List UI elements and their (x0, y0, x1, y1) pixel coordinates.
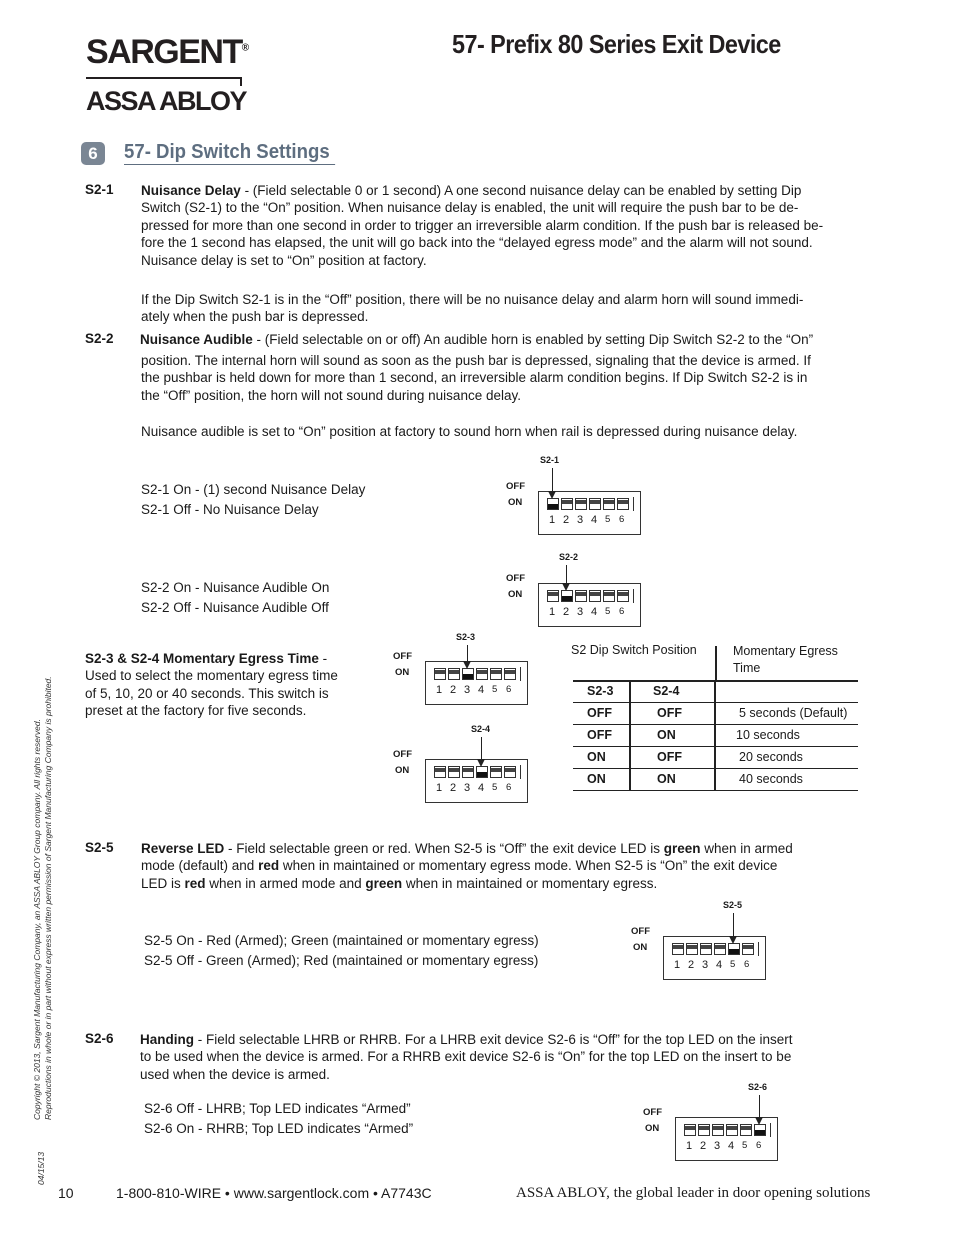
table-header-time (733, 643, 838, 677)
on-label: ON (395, 765, 410, 776)
dip-slider (743, 945, 753, 949)
page-title: 57- Prefix 80 Series Exit Device (452, 29, 781, 59)
switch-number: 6 (756, 1140, 762, 1151)
s2-6-on-setting: S2-6 On - RHRB; Top LED indicates “Armed” (144, 1121, 414, 1136)
dip-slot (740, 1124, 752, 1136)
dip-slot (547, 590, 559, 602)
s2-6-code: S2-6 (85, 1031, 114, 1046)
s2-2-off-setting: S2-2 Off - Nuisance Audible Off (141, 600, 329, 615)
on-label: ON (508, 497, 523, 508)
switch-number: 1 (549, 514, 556, 526)
text-bold: green (365, 875, 403, 891)
switch-number: 2 (450, 782, 457, 794)
section-number-badge: 6 (81, 142, 105, 165)
dip-slot (547, 498, 559, 510)
dip-slider (673, 945, 683, 949)
text-line: fore the 1 second has elapsed, the unit will go back into the “delayed egress mode” and the alarm will not sound. (141, 235, 813, 251)
dip-slider (562, 500, 572, 504)
table-row (573, 725, 858, 747)
table-cell: OFF (657, 706, 682, 720)
text-line: the “Off” position, the horn will not sound during nuisance delay. (141, 387, 521, 403)
heading-suffix: - (318, 651, 328, 666)
s2-1-heading: Nuisance Delay (141, 183, 241, 198)
switch-number: 5 (742, 1140, 748, 1151)
dip-slot (504, 668, 516, 680)
pointer-arrowhead (755, 1117, 763, 1125)
pointer-arrowhead (477, 759, 485, 767)
table-row (573, 703, 858, 725)
text-line: - (Field selectable 0 or 1 second) A one second nuisance delay can be enabled by setting Dip (240, 183, 802, 198)
dip-slot (617, 498, 629, 510)
pointer-arrow-shaft (759, 1095, 760, 1117)
dip-slider (701, 945, 711, 949)
switch-number: 2 (450, 684, 457, 696)
s2-2-heading: Nuisance Audible (140, 332, 253, 347)
s2-3-s2-4-description (85, 650, 375, 720)
pointer-arrow-shaft (733, 913, 734, 936)
switch-number: 4 (591, 606, 598, 618)
dip-slot (603, 498, 615, 510)
off-label: OFF (506, 481, 525, 492)
switch-number: 1 (436, 684, 443, 696)
dip-slider (618, 500, 628, 504)
dip-slot (684, 1124, 696, 1136)
switch-name-label: S2-5 (723, 900, 743, 910)
pointer-arrowhead (548, 491, 556, 499)
text-line: to be used when the device is armed. For a RHRB exit device S2-6 is “On” for the top LED on the insert to be (140, 1049, 792, 1065)
switch-number: 2 (563, 606, 570, 618)
dip-slot (728, 943, 740, 955)
switch-number: 6 (744, 959, 750, 970)
dip-slider (463, 768, 473, 772)
pointer-arrow-shaft (467, 645, 468, 661)
s2-6-off-setting: S2-6 Off - LHRB; Top LED indicates “Armed” (144, 1101, 411, 1116)
switch-number: 3 (577, 514, 584, 526)
table-header-time-line: Momentary Egress (733, 644, 838, 658)
dip-slot (476, 668, 488, 680)
s2-5-heading: Reverse LED (141, 841, 225, 856)
switch-number: 1 (674, 959, 681, 971)
table-cell: OFF (587, 706, 612, 720)
table-cell: ON (587, 750, 606, 764)
dip-slot (476, 766, 488, 778)
dip-slider (491, 670, 501, 674)
text-line: ately when the push bar is depressed. (141, 309, 369, 325)
dip-slot (726, 1124, 738, 1136)
dip-end-cap (770, 1123, 771, 1137)
dip-slot (561, 590, 573, 602)
pointer-arrow-shaft (552, 468, 553, 491)
dip-slot (561, 498, 573, 510)
dip-slider (548, 504, 558, 509)
text: when in maintained or momentary egress mode. When S2-5 is “On” the exit device (279, 858, 778, 874)
dip-slider (463, 674, 473, 679)
dip-slot (490, 766, 502, 778)
switch-number: 2 (688, 959, 695, 971)
dip-slider (604, 592, 614, 596)
on-label: ON (395, 667, 410, 678)
switch-number: 5 (492, 782, 498, 793)
table-cell: 20 seconds (739, 750, 803, 764)
switch-number: 6 (619, 514, 625, 525)
switch-number: 3 (464, 782, 471, 794)
dip-end-cap (520, 667, 521, 681)
on-label: ON (508, 589, 523, 600)
table-cell: ON (587, 772, 606, 786)
off-label: OFF (393, 749, 412, 760)
table-cell: 5 seconds (Default) (739, 706, 848, 720)
table-col-header: S2-3 (587, 684, 614, 698)
switch-number: 5 (492, 684, 498, 695)
dip-slot (672, 943, 684, 955)
dip-slider (685, 1126, 695, 1130)
dip-slot (448, 668, 460, 680)
dip-slot (617, 590, 629, 602)
switch-number: 1 (686, 1140, 693, 1152)
dip-slider (715, 945, 725, 949)
text-bold: red (184, 875, 206, 891)
switch-number: 3 (577, 606, 584, 618)
switch-number: 1 (436, 782, 443, 794)
switch-number: 3 (702, 959, 709, 971)
switch-number: 5 (730, 959, 736, 970)
pointer-arrow-shaft (481, 737, 482, 759)
page-number: 10 (58, 1185, 74, 1201)
table-cell: 40 seconds (739, 772, 803, 786)
dip-slot (742, 943, 754, 955)
table-row (573, 747, 858, 769)
dip-switch-body (538, 583, 641, 627)
logo-divider-tick (240, 77, 242, 86)
pointer-arrowhead (562, 583, 570, 591)
pointer-arrowhead (729, 936, 737, 944)
s2-1-off-note (141, 291, 871, 326)
s2-1-description (141, 182, 871, 269)
dip-slot (754, 1124, 766, 1136)
text-line: - Field selectable LHRB or RHRB. For a LHRB exit device S2-6 is “Off” for the top LED on the insert (194, 1032, 793, 1047)
dip-slot (448, 766, 460, 778)
revision-date: 04/15/13 (36, 1151, 46, 1185)
dip-slider (687, 945, 697, 949)
text-bold: red (258, 858, 280, 874)
dip-slider (713, 1126, 723, 1130)
dip-slot (698, 1124, 710, 1136)
dip-slot (589, 590, 601, 602)
off-label: OFF (506, 573, 525, 584)
switch-number: 4 (478, 782, 485, 794)
on-label: ON (645, 1123, 660, 1134)
dip-slot (434, 766, 446, 778)
dip-slider (576, 500, 586, 504)
dip-slider (590, 500, 600, 504)
dip-slot (712, 1124, 724, 1136)
pointer-arrowhead (463, 661, 471, 669)
switch-name-label: S2-6 (748, 1082, 768, 1092)
table-cell: ON (657, 728, 676, 742)
copyright-line: Copyright © 2013, Sargent Manufacturing Company, an ASSA ABLOY Group company. All rights reserved. (32, 719, 42, 1120)
s2-1-on-setting: S2-1 On - (1) second Nuisance Delay (141, 482, 366, 497)
dip-slider (477, 670, 487, 674)
switch-name-label: S2-3 (456, 632, 476, 642)
text: - Field selectable green or red. When S2-5 is “Off” the exit device LED is (224, 841, 664, 856)
dip-end-cap (758, 942, 759, 956)
dip-slot (686, 943, 698, 955)
off-label: OFF (643, 1107, 662, 1118)
dip-slot (603, 590, 615, 602)
text-line: of 5, 10, 20 or 40 seconds. This switch is (85, 685, 329, 701)
dip-switch-body (663, 936, 766, 980)
copyright-line: Reproductions in whole or in part without express written permission of Sargent Manufacturing Company is prohibited. (43, 676, 53, 1120)
dip-slider (755, 1130, 765, 1135)
switch-name-label: S2-4 (471, 724, 491, 734)
dip-slider (477, 772, 487, 777)
dip-slot (490, 668, 502, 680)
dip-slot (575, 590, 587, 602)
table-cell: ON (657, 772, 676, 786)
s2-3-s2-4-heading: S2-3 & S2-4 Momentary Egress Time (85, 651, 319, 666)
dip-slider (548, 592, 558, 596)
dip-slider (729, 949, 739, 954)
dip-slider (699, 1126, 709, 1130)
text-line: Nuisance delay is set to “On” position at factory. (141, 252, 427, 268)
dip-slider (604, 500, 614, 504)
dip-end-cap (633, 589, 634, 603)
s2-5-on-setting: S2-5 On - Red (Armed); Green (maintained or momentary egress) (144, 933, 539, 948)
dip-slot (700, 943, 712, 955)
dip-slider (562, 596, 572, 601)
dip-end-cap (633, 497, 634, 511)
off-label: OFF (393, 651, 412, 662)
dip-slot (575, 498, 587, 510)
s2-2-on-setting: S2-2 On - Nuisance Audible On (141, 580, 330, 595)
switch-number: 4 (591, 514, 598, 526)
switch-number: 2 (700, 1140, 707, 1152)
dip-slot (714, 943, 726, 955)
s2-2-code: S2-2 (85, 331, 114, 346)
text-line: the pushbar is held down for more than 1 second, an irreversible alarm condition begins. If Dip Switch S2-2 is in (141, 370, 808, 386)
s2-2-factory-note: Nuisance audible is set to “On” position at factory to sound horn when rail is depressed during nuisance delay. (141, 424, 798, 439)
text-line: position. The internal horn will sound as soon as the push bar is depressed, signaling that the device is armed. If (141, 353, 811, 368)
table-cell: OFF (587, 728, 612, 742)
dip-switch-body (425, 661, 528, 705)
switch-number: 3 (464, 684, 471, 696)
section-title: 57- Dip Switch Settings (124, 141, 335, 165)
text-line: If the Dip Switch S2-1 is in the “Off” position, there will be no nuisance delay and alarm horn will sound immedi- (141, 292, 804, 307)
pointer-arrow-shaft (566, 565, 567, 583)
table-header-time-line: Time (733, 661, 761, 675)
dip-slider (435, 768, 445, 772)
text-line: preset at the factory for five seconds. (85, 703, 307, 719)
s2-6-heading: Handing (140, 1032, 194, 1047)
dip-slider (491, 768, 501, 772)
table-header-position: S2 Dip Switch Position (571, 643, 697, 657)
switch-number: 6 (619, 606, 625, 617)
switch-number: 3 (714, 1140, 721, 1152)
dip-slider (590, 592, 600, 596)
dip-slot (462, 766, 474, 778)
sargent-logo: SARGENT® (86, 33, 248, 71)
switch-number: 2 (563, 514, 570, 526)
table-row (573, 681, 858, 703)
table-header-divider (715, 646, 717, 680)
text: LED is (141, 875, 185, 891)
dip-slider (449, 768, 459, 772)
s2-2-description-cont (141, 352, 871, 404)
dip-slider (727, 1126, 737, 1130)
switch-number: 5 (605, 606, 611, 617)
text-line: - (Field selectable on or off) An audible horn is enabled by setting Dip Switch S2-2 to the “On” (252, 332, 814, 347)
s2-1-code: S2-1 (85, 182, 114, 197)
text: when in maintained or momentary egress. (402, 875, 658, 891)
text-line: used when the device is armed. (140, 1066, 330, 1082)
switch-name-label: S2-2 (559, 552, 579, 562)
switch-number: 6 (506, 684, 512, 695)
dip-end-cap (520, 765, 521, 779)
dip-slider (576, 592, 586, 596)
s2-2-description (140, 331, 870, 348)
dip-slot (589, 498, 601, 510)
s2-6-description (140, 1031, 870, 1083)
text-line: pressed for more than one second in order to trigger an irreversible alarm condition. If the push bar is released be- (141, 217, 824, 233)
table-cell: OFF (657, 750, 682, 764)
switch-number: 5 (605, 514, 611, 525)
text: mode (default) and (141, 858, 259, 874)
text: when in armed (700, 841, 793, 856)
table-cell: 10 seconds (736, 728, 800, 742)
text: when in armed mode and (205, 875, 366, 891)
dip-slot (462, 668, 474, 680)
switch-number: 6 (506, 782, 512, 793)
dip-slider (435, 670, 445, 674)
dip-slot (434, 668, 446, 680)
off-label: OFF (631, 926, 650, 937)
s2-5-off-setting: S2-5 Off - Green (Armed); Red (maintained or momentary egress) (144, 953, 539, 968)
switch-name-label: S2-1 (540, 455, 560, 465)
footer-tagline: ASSA ABLOY, the global leader in door opening solutions (516, 1185, 871, 1201)
momentary-egress-table (573, 681, 858, 790)
footer-contact: 1-800-810-WIRE • www.sargentlock.com • A7743C (116, 1185, 432, 1201)
dip-slider (505, 768, 515, 772)
switch-number: 1 (549, 606, 556, 618)
table-col-header: S2-4 (653, 684, 680, 698)
s2-1-off-setting: S2-1 Off - No Nuisance Delay (141, 502, 319, 517)
logo-divider (86, 77, 241, 79)
switch-number: 4 (728, 1140, 735, 1152)
dip-slot (504, 766, 516, 778)
on-label: ON (633, 942, 648, 953)
table-row (573, 769, 858, 791)
s2-5-code: S2-5 (85, 840, 114, 855)
dip-slider (449, 670, 459, 674)
text-line: Used to select the momentary egress time (85, 668, 338, 684)
dip-slider (618, 592, 628, 596)
switch-number: 4 (716, 959, 723, 971)
assa-abloy-logo: ASSA ABLOY (86, 86, 247, 116)
text-bold: green (663, 841, 701, 856)
text-line: Switch (S2-1) to the “On” position. When nuisance delay is enabled, the unit will require the push bar to be de- (141, 200, 799, 216)
s2-5-description (141, 840, 871, 892)
dip-slider (505, 670, 515, 674)
dip-slider (741, 1126, 751, 1130)
switch-number: 4 (478, 684, 485, 696)
